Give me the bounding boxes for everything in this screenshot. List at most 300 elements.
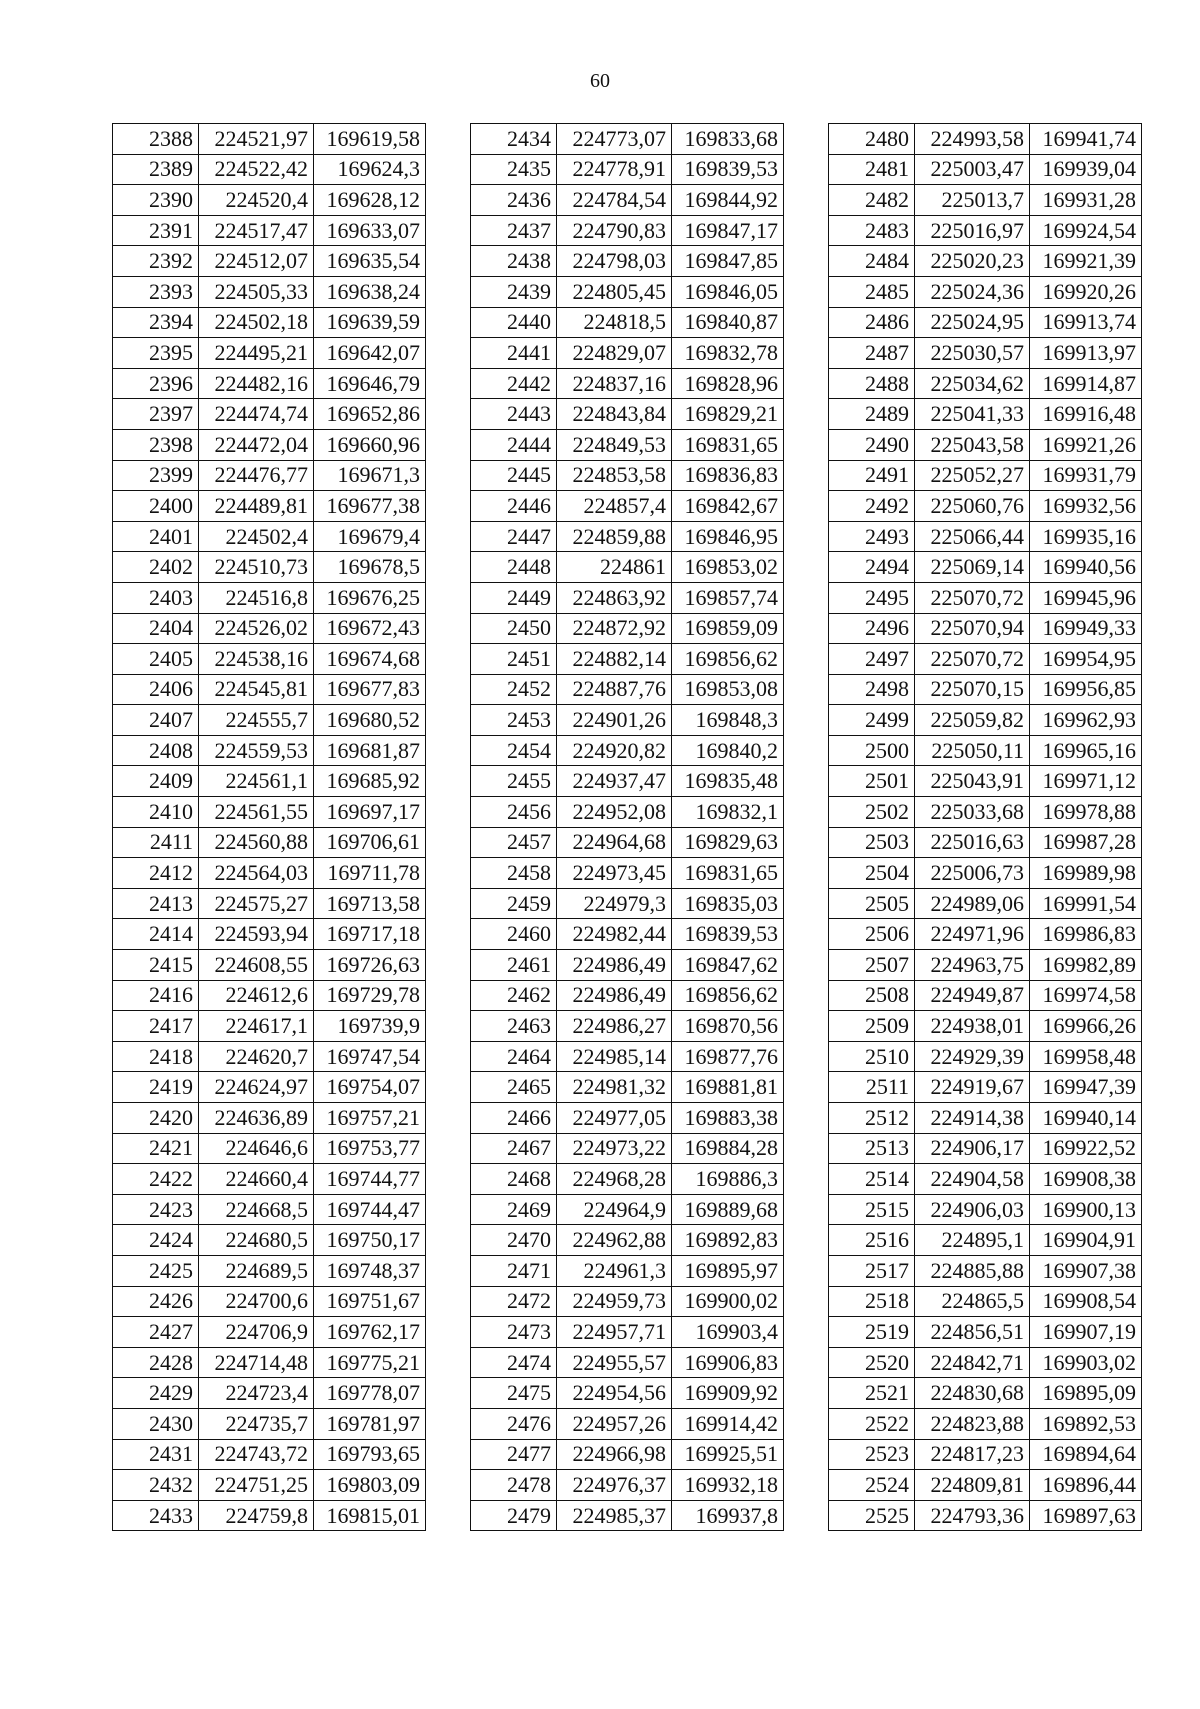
point-number-cell: 2453 xyxy=(471,705,557,736)
table-row xyxy=(113,766,426,797)
table-row xyxy=(829,521,1142,552)
x-coordinate-cell: 224545,81 xyxy=(199,674,314,705)
y-coordinate-cell: 169778,07 xyxy=(314,1378,426,1409)
x-coordinate-cell: 224474,74 xyxy=(199,399,314,430)
x-coordinate-cell: 224620,7 xyxy=(199,1041,314,1072)
y-coordinate-cell: 169711,78 xyxy=(314,858,426,889)
y-coordinate-cell: 169848,3 xyxy=(672,705,784,736)
x-coordinate-cell: 224957,26 xyxy=(557,1408,672,1439)
point-number-cell: 2488 xyxy=(829,368,915,399)
point-number-cell: 2462 xyxy=(471,980,557,1011)
x-coordinate-cell: 225043,91 xyxy=(915,766,1030,797)
y-coordinate-cell: 169856,62 xyxy=(672,644,784,675)
y-coordinate-cell: 169844,92 xyxy=(672,185,784,216)
y-coordinate-cell: 169751,67 xyxy=(314,1286,426,1317)
y-coordinate-cell: 169754,07 xyxy=(314,1072,426,1103)
table-row xyxy=(471,246,784,277)
x-coordinate-cell: 224526,02 xyxy=(199,613,314,644)
y-coordinate-cell: 169829,63 xyxy=(672,827,784,858)
y-coordinate-cell: 169966,26 xyxy=(1030,1011,1142,1042)
table-row xyxy=(471,1225,784,1256)
table-row xyxy=(829,215,1142,246)
table-row xyxy=(113,950,426,981)
table-row xyxy=(471,1408,784,1439)
y-coordinate-cell: 169674,68 xyxy=(314,644,426,675)
y-coordinate-cell: 169729,78 xyxy=(314,980,426,1011)
table-row xyxy=(113,613,426,644)
y-coordinate-cell: 169677,38 xyxy=(314,491,426,522)
table-row xyxy=(471,491,784,522)
x-coordinate-cell: 225041,33 xyxy=(915,399,1030,430)
y-coordinate-cell: 169624,3 xyxy=(314,154,426,185)
point-number-cell: 2414 xyxy=(113,919,199,950)
x-coordinate-cell: 224706,9 xyxy=(199,1317,314,1348)
x-coordinate-cell: 224954,56 xyxy=(557,1378,672,1409)
point-number-cell: 2426 xyxy=(113,1286,199,1317)
table-row xyxy=(471,797,784,828)
table-row xyxy=(113,491,426,522)
table-row xyxy=(829,338,1142,369)
y-coordinate-cell: 169971,12 xyxy=(1030,766,1142,797)
y-coordinate-cell: 169660,96 xyxy=(314,429,426,460)
table-row xyxy=(113,1378,426,1409)
point-number-cell: 2501 xyxy=(829,766,915,797)
point-number-cell: 2481 xyxy=(829,154,915,185)
y-coordinate-cell: 169989,98 xyxy=(1030,858,1142,889)
table-row xyxy=(829,1164,1142,1195)
y-coordinate-cell: 169978,88 xyxy=(1030,797,1142,828)
x-coordinate-cell: 224979,3 xyxy=(557,888,672,919)
x-coordinate-cell: 224985,14 xyxy=(557,1041,672,1072)
y-coordinate-cell: 169679,4 xyxy=(314,521,426,552)
x-coordinate-cell: 224906,17 xyxy=(915,1133,1030,1164)
x-coordinate-cell: 224985,37 xyxy=(557,1500,672,1531)
y-coordinate-cell: 169914,87 xyxy=(1030,368,1142,399)
y-coordinate-cell: 169932,18 xyxy=(672,1470,784,1501)
table-row xyxy=(113,1255,426,1286)
x-coordinate-cell: 224929,39 xyxy=(915,1041,1030,1072)
x-coordinate-cell: 225060,76 xyxy=(915,491,1030,522)
x-coordinate-cell: 225043,58 xyxy=(915,429,1030,460)
point-number-cell: 2520 xyxy=(829,1347,915,1378)
x-coordinate-cell: 224482,16 xyxy=(199,368,314,399)
x-coordinate-cell: 225034,62 xyxy=(915,368,1030,399)
table-row xyxy=(113,735,426,766)
table-row xyxy=(471,1470,784,1501)
y-coordinate-cell: 169907,38 xyxy=(1030,1255,1142,1286)
table-row xyxy=(471,154,784,185)
x-coordinate-cell: 224937,47 xyxy=(557,766,672,797)
point-number-cell: 2493 xyxy=(829,521,915,552)
y-coordinate-cell: 169896,44 xyxy=(1030,1470,1142,1501)
point-number-cell: 2448 xyxy=(471,552,557,583)
point-number-cell: 2456 xyxy=(471,797,557,828)
point-number-cell: 2447 xyxy=(471,521,557,552)
table-row xyxy=(113,276,426,307)
table-row xyxy=(829,735,1142,766)
y-coordinate-cell: 169697,17 xyxy=(314,797,426,828)
point-number-cell: 2416 xyxy=(113,980,199,1011)
table-row xyxy=(829,1194,1142,1225)
point-number-cell: 2491 xyxy=(829,460,915,491)
point-number-cell: 2458 xyxy=(471,858,557,889)
table-row xyxy=(113,980,426,1011)
point-number-cell: 2487 xyxy=(829,338,915,369)
point-number-cell: 2496 xyxy=(829,613,915,644)
y-coordinate-cell: 169935,16 xyxy=(1030,521,1142,552)
y-coordinate-cell: 169939,04 xyxy=(1030,154,1142,185)
point-number-cell: 2463 xyxy=(471,1011,557,1042)
y-coordinate-cell: 169965,16 xyxy=(1030,735,1142,766)
table-row xyxy=(829,368,1142,399)
y-coordinate-cell: 169680,52 xyxy=(314,705,426,736)
x-coordinate-cell: 225016,63 xyxy=(915,827,1030,858)
x-coordinate-cell: 225006,73 xyxy=(915,858,1030,889)
x-coordinate-cell: 224859,88 xyxy=(557,521,672,552)
y-coordinate-cell: 169859,09 xyxy=(672,613,784,644)
x-coordinate-cell: 224872,92 xyxy=(557,613,672,644)
table-row xyxy=(471,307,784,338)
table-row xyxy=(113,1164,426,1195)
point-number-cell: 2475 xyxy=(471,1378,557,1409)
point-number-cell: 2500 xyxy=(829,735,915,766)
y-coordinate-cell: 169940,14 xyxy=(1030,1103,1142,1134)
point-number-cell: 2410 xyxy=(113,797,199,828)
y-coordinate-cell: 169747,54 xyxy=(314,1041,426,1072)
point-number-cell: 2465 xyxy=(471,1072,557,1103)
point-number-cell: 2437 xyxy=(471,215,557,246)
y-coordinate-cell: 169744,47 xyxy=(314,1194,426,1225)
table-row xyxy=(829,858,1142,889)
table-row xyxy=(113,215,426,246)
table-row xyxy=(113,705,426,736)
y-coordinate-cell: 169921,26 xyxy=(1030,429,1142,460)
point-number-cell: 2472 xyxy=(471,1286,557,1317)
point-number-cell: 2430 xyxy=(113,1408,199,1439)
point-number-cell: 2499 xyxy=(829,705,915,736)
point-number-cell: 2511 xyxy=(829,1072,915,1103)
table-row xyxy=(471,1041,784,1072)
y-coordinate-cell: 169831,65 xyxy=(672,429,784,460)
point-number-cell: 2409 xyxy=(113,766,199,797)
table-row xyxy=(829,246,1142,277)
y-coordinate-cell: 169884,28 xyxy=(672,1133,784,1164)
x-coordinate-cell: 225050,11 xyxy=(915,735,1030,766)
x-coordinate-cell: 224559,53 xyxy=(199,735,314,766)
coordinate-table-body xyxy=(471,124,784,1531)
x-coordinate-cell: 224829,07 xyxy=(557,338,672,369)
x-coordinate-cell: 224668,5 xyxy=(199,1194,314,1225)
y-coordinate-cell: 169835,03 xyxy=(672,888,784,919)
point-number-cell: 2400 xyxy=(113,491,199,522)
point-number-cell: 2408 xyxy=(113,735,199,766)
table-row xyxy=(113,154,426,185)
x-coordinate-cell: 224861 xyxy=(557,552,672,583)
y-coordinate-cell: 169903,4 xyxy=(672,1317,784,1348)
y-coordinate-cell: 169847,17 xyxy=(672,215,784,246)
point-number-cell: 2418 xyxy=(113,1041,199,1072)
x-coordinate-cell: 224986,49 xyxy=(557,980,672,1011)
table-row xyxy=(471,1133,784,1164)
x-coordinate-cell: 225003,47 xyxy=(915,154,1030,185)
table-row xyxy=(113,1103,426,1134)
table-row xyxy=(471,858,784,889)
table-row xyxy=(829,276,1142,307)
point-number-cell: 2393 xyxy=(113,276,199,307)
y-coordinate-cell: 169991,54 xyxy=(1030,888,1142,919)
x-coordinate-cell: 224489,81 xyxy=(199,491,314,522)
point-number-cell: 2441 xyxy=(471,338,557,369)
y-coordinate-cell: 169947,39 xyxy=(1030,1072,1142,1103)
x-coordinate-cell: 224963,75 xyxy=(915,950,1030,981)
y-coordinate-cell: 169900,13 xyxy=(1030,1194,1142,1225)
point-number-cell: 2421 xyxy=(113,1133,199,1164)
y-coordinate-cell: 169713,58 xyxy=(314,888,426,919)
point-number-cell: 2484 xyxy=(829,246,915,277)
point-number-cell: 2431 xyxy=(113,1439,199,1470)
table-row xyxy=(829,766,1142,797)
x-coordinate-cell: 224561,1 xyxy=(199,766,314,797)
point-number-cell: 2482 xyxy=(829,185,915,216)
x-coordinate-cell: 224561,55 xyxy=(199,797,314,828)
table-row xyxy=(829,552,1142,583)
y-coordinate-cell: 169958,48 xyxy=(1030,1041,1142,1072)
coordinate-table-body xyxy=(113,124,426,1531)
x-coordinate-cell: 224517,47 xyxy=(199,215,314,246)
point-number-cell: 2497 xyxy=(829,644,915,675)
y-coordinate-cell: 169748,37 xyxy=(314,1255,426,1286)
point-number-cell: 2455 xyxy=(471,766,557,797)
table-row xyxy=(829,1225,1142,1256)
point-number-cell: 2399 xyxy=(113,460,199,491)
table-row xyxy=(829,1255,1142,1286)
y-coordinate-cell: 169892,83 xyxy=(672,1225,784,1256)
point-number-cell: 2433 xyxy=(113,1500,199,1531)
table-row xyxy=(471,582,784,613)
table-row xyxy=(829,1347,1142,1378)
x-coordinate-cell: 224564,03 xyxy=(199,858,314,889)
y-coordinate-cell: 169877,76 xyxy=(672,1041,784,1072)
point-number-cell: 2512 xyxy=(829,1103,915,1134)
point-number-cell: 2515 xyxy=(829,1194,915,1225)
point-number-cell: 2440 xyxy=(471,307,557,338)
table-row xyxy=(113,368,426,399)
point-number-cell: 2495 xyxy=(829,582,915,613)
y-coordinate-cell: 169907,19 xyxy=(1030,1317,1142,1348)
point-number-cell: 2442 xyxy=(471,368,557,399)
y-coordinate-cell: 169886,3 xyxy=(672,1164,784,1195)
x-coordinate-cell: 224823,88 xyxy=(915,1408,1030,1439)
y-coordinate-cell: 169681,87 xyxy=(314,735,426,766)
x-coordinate-cell: 224857,4 xyxy=(557,491,672,522)
table-row xyxy=(829,705,1142,736)
table-row xyxy=(829,1133,1142,1164)
table-row xyxy=(471,1500,784,1531)
table-row xyxy=(471,1072,784,1103)
x-coordinate-cell: 225024,95 xyxy=(915,307,1030,338)
point-number-cell: 2425 xyxy=(113,1255,199,1286)
x-coordinate-cell: 224973,45 xyxy=(557,858,672,889)
y-coordinate-cell: 169932,56 xyxy=(1030,491,1142,522)
point-number-cell: 2471 xyxy=(471,1255,557,1286)
y-coordinate-cell: 169753,77 xyxy=(314,1133,426,1164)
x-coordinate-cell: 224842,71 xyxy=(915,1347,1030,1378)
x-coordinate-cell: 224981,32 xyxy=(557,1072,672,1103)
x-coordinate-cell: 224805,45 xyxy=(557,276,672,307)
x-coordinate-cell: 224830,68 xyxy=(915,1378,1030,1409)
y-coordinate-cell: 169652,86 xyxy=(314,399,426,430)
point-number-cell: 2490 xyxy=(829,429,915,460)
table-row xyxy=(113,919,426,950)
x-coordinate-cell: 224660,4 xyxy=(199,1164,314,1195)
x-coordinate-cell: 224714,48 xyxy=(199,1347,314,1378)
x-coordinate-cell: 224989,06 xyxy=(915,888,1030,919)
table-row xyxy=(113,1286,426,1317)
point-number-cell: 2397 xyxy=(113,399,199,430)
x-coordinate-cell: 224882,14 xyxy=(557,644,672,675)
x-coordinate-cell: 224512,07 xyxy=(199,246,314,277)
x-coordinate-cell: 224522,42 xyxy=(199,154,314,185)
y-coordinate-cell: 169678,5 xyxy=(314,552,426,583)
y-coordinate-cell: 169856,62 xyxy=(672,980,784,1011)
x-coordinate-cell: 224778,91 xyxy=(557,154,672,185)
x-coordinate-cell: 224700,6 xyxy=(199,1286,314,1317)
point-number-cell: 2438 xyxy=(471,246,557,277)
table-row xyxy=(113,307,426,338)
x-coordinate-cell: 225069,14 xyxy=(915,552,1030,583)
point-number-cell: 2461 xyxy=(471,950,557,981)
table-row xyxy=(113,185,426,216)
x-coordinate-cell: 224919,67 xyxy=(915,1072,1030,1103)
y-coordinate-cell: 169828,96 xyxy=(672,368,784,399)
table-row xyxy=(113,797,426,828)
x-coordinate-cell: 225052,27 xyxy=(915,460,1030,491)
point-number-cell: 2402 xyxy=(113,552,199,583)
y-coordinate-cell: 169677,83 xyxy=(314,674,426,705)
point-number-cell: 2420 xyxy=(113,1103,199,1134)
point-number-cell: 2510 xyxy=(829,1041,915,1072)
x-coordinate-cell: 224914,38 xyxy=(915,1103,1030,1134)
x-coordinate-cell: 224955,57 xyxy=(557,1347,672,1378)
x-coordinate-cell: 224624,97 xyxy=(199,1072,314,1103)
y-coordinate-cell: 169931,28 xyxy=(1030,185,1142,216)
point-number-cell: 2474 xyxy=(471,1347,557,1378)
y-coordinate-cell: 169840,87 xyxy=(672,307,784,338)
y-coordinate-cell: 169962,93 xyxy=(1030,705,1142,736)
y-coordinate-cell: 169900,02 xyxy=(672,1286,784,1317)
x-coordinate-cell: 224560,88 xyxy=(199,827,314,858)
point-number-cell: 2476 xyxy=(471,1408,557,1439)
table-row xyxy=(471,674,784,705)
point-number-cell: 2498 xyxy=(829,674,915,705)
y-coordinate-cell: 169815,01 xyxy=(314,1500,426,1531)
x-coordinate-cell: 224938,01 xyxy=(915,1011,1030,1042)
x-coordinate-cell: 224885,88 xyxy=(915,1255,1030,1286)
table-row xyxy=(471,1378,784,1409)
point-number-cell: 2388 xyxy=(113,124,199,155)
table-row xyxy=(471,399,784,430)
x-coordinate-cell: 224993,58 xyxy=(915,124,1030,155)
table-row xyxy=(471,919,784,950)
point-number-cell: 2466 xyxy=(471,1103,557,1134)
x-coordinate-cell: 224904,58 xyxy=(915,1164,1030,1195)
table-row xyxy=(113,827,426,858)
y-coordinate-cell: 169937,8 xyxy=(672,1500,784,1531)
x-coordinate-cell: 224986,27 xyxy=(557,1011,672,1042)
point-number-cell: 2411 xyxy=(113,827,199,858)
point-number-cell: 2468 xyxy=(471,1164,557,1195)
point-number-cell: 2524 xyxy=(829,1470,915,1501)
table-row xyxy=(471,1439,784,1470)
table-row xyxy=(829,429,1142,460)
point-number-cell: 2467 xyxy=(471,1133,557,1164)
y-coordinate-cell: 169671,3 xyxy=(314,460,426,491)
y-coordinate-cell: 169829,21 xyxy=(672,399,784,430)
point-number-cell: 2513 xyxy=(829,1133,915,1164)
x-coordinate-cell: 225024,36 xyxy=(915,276,1030,307)
table-row xyxy=(471,429,784,460)
table-row xyxy=(829,582,1142,613)
table-row xyxy=(829,919,1142,950)
x-coordinate-cell: 224837,16 xyxy=(557,368,672,399)
table-row xyxy=(471,644,784,675)
x-coordinate-cell: 224790,83 xyxy=(557,215,672,246)
table-row xyxy=(471,613,784,644)
table-row xyxy=(829,491,1142,522)
point-number-cell: 2492 xyxy=(829,491,915,522)
x-coordinate-cell: 224646,6 xyxy=(199,1133,314,1164)
y-coordinate-cell: 169836,83 xyxy=(672,460,784,491)
point-number-cell: 2483 xyxy=(829,215,915,246)
x-coordinate-cell: 224959,73 xyxy=(557,1286,672,1317)
point-number-cell: 2470 xyxy=(471,1225,557,1256)
x-coordinate-cell: 224593,94 xyxy=(199,919,314,950)
y-coordinate-cell: 169982,89 xyxy=(1030,950,1142,981)
x-coordinate-cell: 224853,58 xyxy=(557,460,672,491)
point-number-cell: 2395 xyxy=(113,338,199,369)
table-row xyxy=(829,644,1142,675)
table-row xyxy=(113,460,426,491)
x-coordinate-cell: 224961,3 xyxy=(557,1255,672,1286)
table-row xyxy=(829,1041,1142,1072)
x-coordinate-cell: 224689,5 xyxy=(199,1255,314,1286)
point-number-cell: 2401 xyxy=(113,521,199,552)
table-row xyxy=(471,1011,784,1042)
x-coordinate-cell: 224849,53 xyxy=(557,429,672,460)
x-coordinate-cell: 224521,97 xyxy=(199,124,314,155)
table-row xyxy=(471,1255,784,1286)
table-row xyxy=(113,1041,426,1072)
x-coordinate-cell: 225070,72 xyxy=(915,582,1030,613)
y-coordinate-cell: 169839,53 xyxy=(672,154,784,185)
point-number-cell: 2419 xyxy=(113,1072,199,1103)
x-coordinate-cell: 224773,07 xyxy=(557,124,672,155)
coordinate-table-body xyxy=(829,124,1142,1531)
x-coordinate-cell: 224575,27 xyxy=(199,888,314,919)
table-row xyxy=(113,1408,426,1439)
x-coordinate-cell: 224723,4 xyxy=(199,1378,314,1409)
table-row xyxy=(471,1194,784,1225)
y-coordinate-cell: 169847,62 xyxy=(672,950,784,981)
point-number-cell: 2427 xyxy=(113,1317,199,1348)
y-coordinate-cell: 169775,21 xyxy=(314,1347,426,1378)
y-coordinate-cell: 169839,53 xyxy=(672,919,784,950)
y-coordinate-cell: 169870,56 xyxy=(672,1011,784,1042)
table-row xyxy=(829,399,1142,430)
x-coordinate-cell: 225033,68 xyxy=(915,797,1030,828)
point-number-cell: 2415 xyxy=(113,950,199,981)
point-number-cell: 2494 xyxy=(829,552,915,583)
